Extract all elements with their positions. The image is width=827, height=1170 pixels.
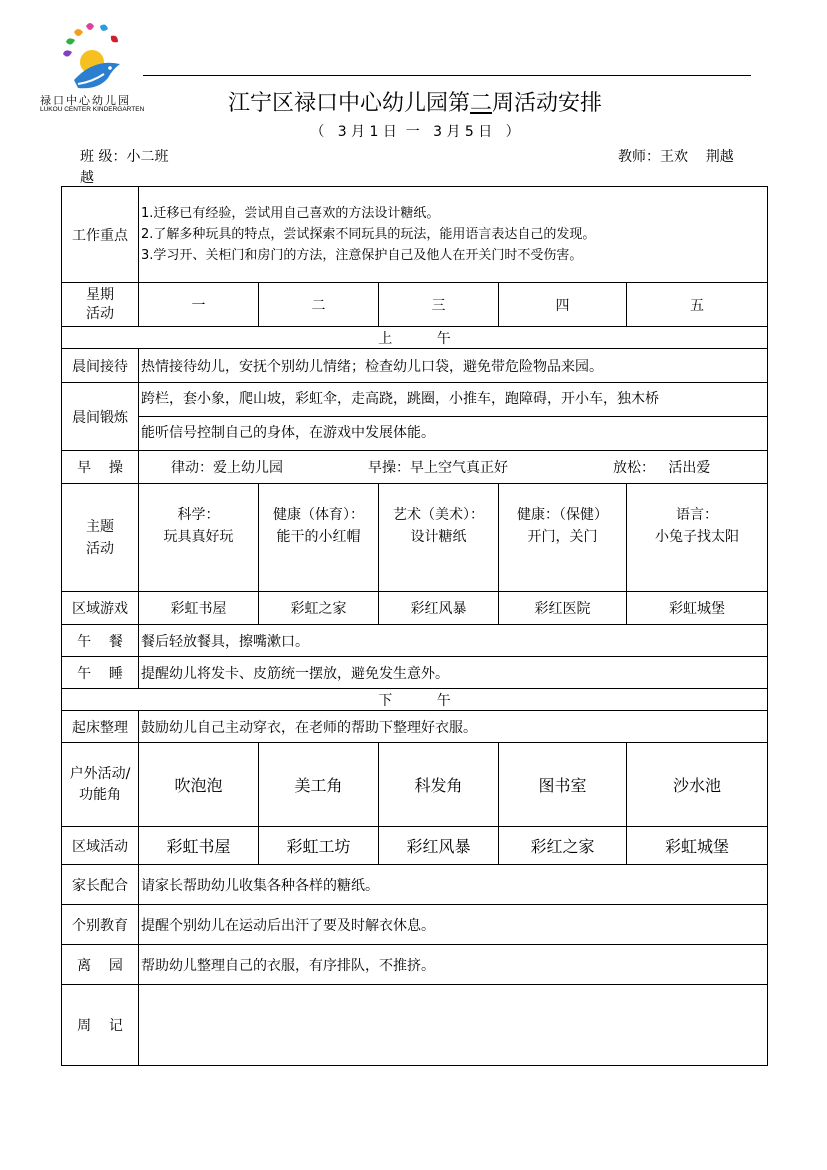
parents-text: 请家长帮助幼儿收集各种各样的糖纸。	[139, 865, 768, 905]
logo-name-cn: 禄口中心幼儿园	[40, 94, 131, 107]
area-game-cell: 彩红风暴	[379, 592, 499, 625]
theme-title: 玩具真好玩	[163, 529, 234, 545]
theme-subject: 健康：（保健）	[517, 507, 608, 523]
row-nap	[62, 657, 768, 689]
label-theme	[62, 484, 139, 592]
label-weekly-notes: 周 记	[62, 985, 139, 1066]
row-parents	[62, 865, 768, 905]
outdoor-cell: 沙水池	[627, 743, 768, 827]
label-area-activity: 区域活动	[62, 827, 139, 865]
theme-subject: 健康（体育）：	[273, 507, 364, 523]
theme-label-line2: 活动	[86, 540, 114, 557]
leaving-text: 帮助幼儿整理自己的衣服，有序排队，不推挤。	[139, 945, 768, 985]
row-exercise	[62, 383, 768, 451]
lunch-text: 餐后轻放餐具，擦嘴漱口。	[139, 625, 768, 657]
area-activity-cell: 彩虹书屋	[139, 827, 259, 865]
day-wed: 三	[379, 283, 499, 327]
work-focus-item: 3.学习开、关柜门和房门的方法，注意保护自己及他人在开关门时不受伤害。	[141, 248, 583, 263]
theme-label-line1: 主题	[86, 518, 114, 535]
label-outdoor: 户外活动/功能角	[62, 743, 139, 827]
individual-text: 提醒个别幼儿在运动后出汗了要及时解衣休息。	[139, 905, 768, 945]
title-prefix: 江宁区禄口中心幼儿园第	[227, 91, 470, 116]
exercise-content	[139, 383, 768, 451]
label-individual: 个别教育	[62, 905, 139, 945]
area-game-cell: 彩虹书屋	[139, 592, 259, 625]
row-work-focus	[62, 187, 768, 283]
theme-title: 设计糖纸	[410, 529, 467, 545]
exercise-activities: 跨栏，套小象，爬山坡，彩虹伞，走高跷，跳圈，小推车，跑障碍，开小车，独木桥	[141, 391, 659, 407]
outdoor-cell: 吹泡泡	[139, 743, 259, 827]
outdoor-cell: 美工角	[259, 743, 379, 827]
work-focus-list	[139, 187, 768, 283]
row-lunch	[62, 625, 768, 657]
label-work-focus: 工作重点	[62, 187, 139, 283]
title-week: 二	[469, 91, 492, 116]
class-label-wrap: 越	[80, 170, 94, 186]
row-area-games	[62, 592, 768, 625]
row-morning-drill	[62, 451, 768, 484]
nap-text: 提醒幼儿将发卡、皮筋统一摆放，避免发生意外。	[139, 657, 768, 689]
teacher-label: 教师：王欢 荆越	[618, 149, 734, 165]
theme-title: 开门，关门	[527, 529, 598, 545]
row-wakeup	[62, 711, 768, 743]
theme-cell	[259, 484, 379, 592]
rhythm-text: 律动：爱上幼儿园	[171, 460, 283, 476]
label-wakeup: 起床整理	[62, 711, 139, 743]
morning-drill-items	[141, 457, 765, 477]
day-mon: 一	[139, 283, 259, 327]
label-area-games: 区域游戏	[62, 592, 139, 625]
theme-cell	[139, 484, 259, 592]
label-reception: 晨间接待	[62, 349, 139, 383]
row-afternoon-section	[62, 689, 768, 711]
theme-subject: 科学：	[177, 507, 220, 523]
day-thu: 四	[499, 283, 627, 327]
work-focus-item: 2.了解多种玩具的特点，尝试探索不同玩具的玩法，能用语言表达自己的发现。	[141, 227, 596, 242]
row-morning-section	[62, 327, 768, 349]
section-morning: 上 午	[62, 327, 768, 349]
label-weekday	[62, 283, 139, 327]
theme-cell	[379, 484, 499, 592]
area-activity-cell: 彩红之家	[499, 827, 627, 865]
label-parents: 家长配合	[62, 865, 139, 905]
row-theme	[62, 484, 768, 592]
label-morning-drill: 早 操	[62, 451, 139, 484]
outdoor-cell: 图书室	[499, 743, 627, 827]
work-focus-item: 1.迁移已有经验，尝试用自己喜欢的方法设计糖纸。	[141, 206, 440, 221]
weekday-label-line2: 活动	[86, 305, 114, 322]
day-fri: 五	[627, 283, 768, 327]
relax-text: 放松： 活出爱	[613, 460, 711, 476]
area-game-cell: 彩虹之家	[259, 592, 379, 625]
wakeup-text: 鼓励幼儿自己主动穿衣，在老师的帮助下整理好衣服。	[139, 711, 768, 743]
section-afternoon: 下 午	[62, 689, 768, 711]
theme-title: 能干的小红帽	[276, 529, 361, 545]
area-activity-cell: 彩红风暴	[379, 827, 499, 865]
row-weekly-notes	[62, 985, 768, 1066]
label-lunch: 午 餐	[62, 625, 139, 657]
row-leaving	[62, 945, 768, 985]
area-activity-cell: 彩虹工坊	[259, 827, 379, 865]
row-reception	[62, 349, 768, 383]
logo-name-en: LUKOU CENTER KINDERGARTEN	[40, 106, 145, 113]
area-activity-cell: 彩虹城堡	[627, 827, 768, 865]
label-leaving: 离 园	[62, 945, 139, 985]
schedule-table	[61, 186, 768, 1066]
class-label: 班 级：小二班	[80, 149, 169, 165]
theme-cell	[627, 484, 768, 592]
page-title	[150, 86, 680, 117]
day-tue: 二	[259, 283, 379, 327]
theme-subject: 语言：	[676, 507, 719, 523]
outdoor-cell: 科发角	[379, 743, 499, 827]
area-game-cell: 彩红医院	[499, 592, 627, 625]
weekly-notes-text[interactable]	[139, 985, 768, 1066]
drill-text: 早操：早上空气真正好	[368, 460, 508, 476]
reception-text: 热情接待幼儿，安抚个别幼儿情绪；检查幼儿口袋，避免带危险物品来园。	[139, 349, 768, 383]
theme-cell	[499, 484, 627, 592]
header-rule	[143, 75, 751, 76]
morning-drill-content	[139, 451, 768, 484]
theme-title: 小兔子找太阳	[655, 529, 740, 545]
row-weekday-header	[62, 283, 768, 327]
label-exercise: 晨间锻炼	[62, 383, 139, 451]
area-game-cell: 彩虹城堡	[627, 592, 768, 625]
label-nap: 午 睡	[62, 657, 139, 689]
theme-subject: 艺术（美术）：	[393, 507, 484, 523]
row-area-activity	[62, 827, 768, 865]
title-suffix: 周活动安排	[492, 91, 603, 116]
weekday-label-line1: 星期	[86, 286, 114, 303]
date-range: （ 3 月 1 日 一 3 月 5 日 ）	[310, 124, 520, 140]
exercise-goal: 能听信号控制自己的身体，在游戏中发展体能。	[139, 416, 767, 450]
row-individual	[62, 905, 768, 945]
row-outdoor	[62, 743, 768, 827]
